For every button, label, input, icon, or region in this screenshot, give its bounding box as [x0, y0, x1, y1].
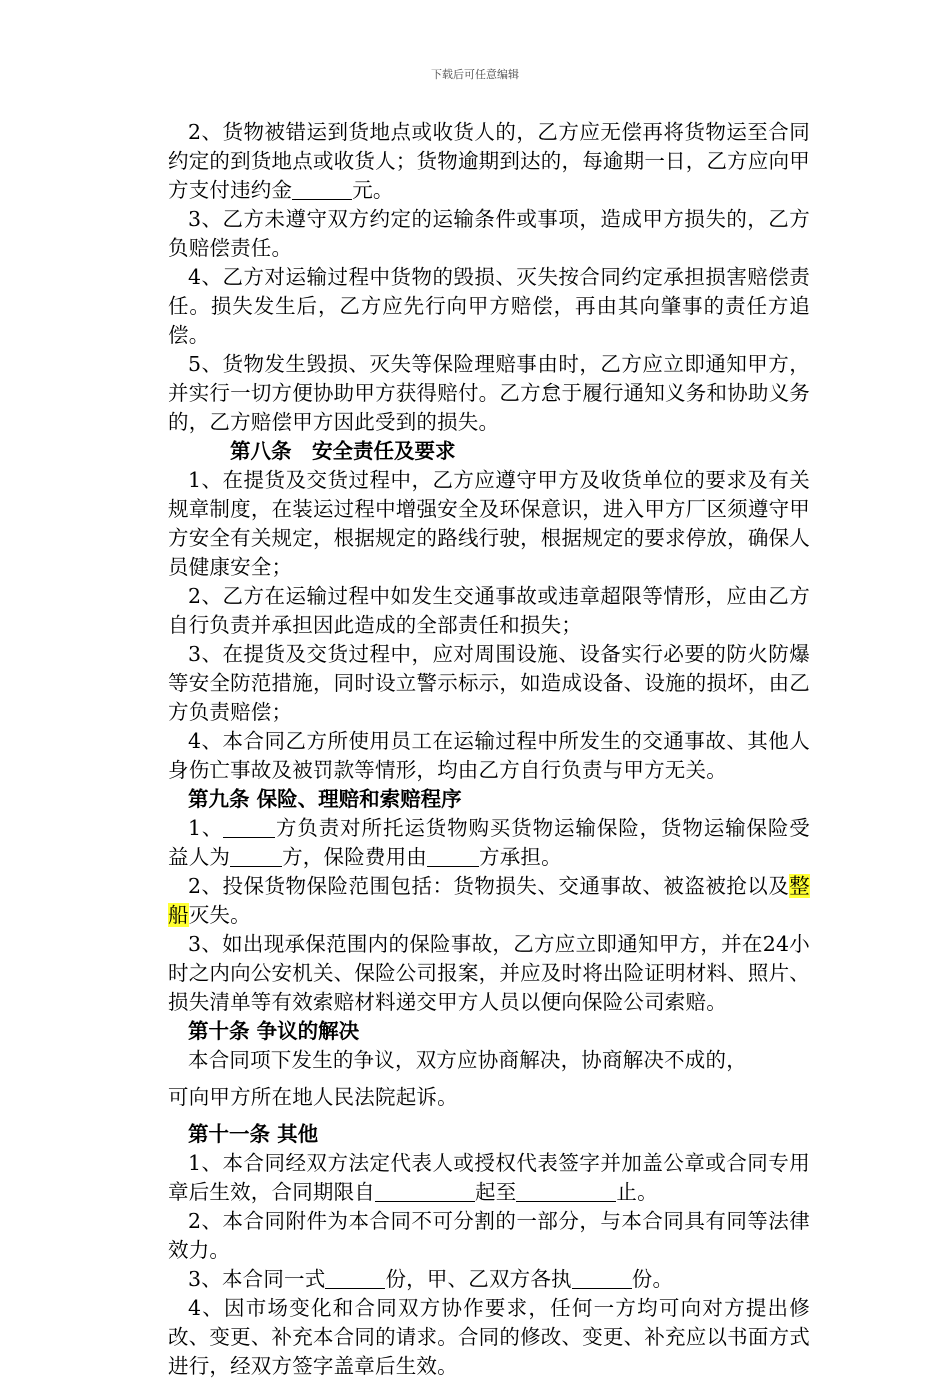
clause-7-item-4: 4、乙方对运输过程中货物的毁损、灭失按合同约定承担损害赔偿责任。损失发生后，乙方应先行向甲方赔偿，再由其向肇事的责任方追偿。	[168, 265, 810, 347]
clause-9-item-3: 3、如出现承保范围内的保险事故，乙方应立即通知甲方，并在24小时之内向公安机关、保险公司报案，并应及时将出险证明材料、照片、损失清单等有效索赔材料递交甲方人员以便向保险公司索赔。	[168, 932, 810, 1014]
clause-7-item-3: 3、乙方未遵守双方约定的运输条件或事项，造成甲方损失的，乙方负赔偿责任。	[168, 207, 810, 260]
copies-blank	[325, 1268, 385, 1289]
clause-8-item-2: 2、乙方在运输过程中如发生交通事故或违章超限等情形，应由乙方自行负责并承担因此造成的全部责任和损失；	[168, 584, 810, 637]
beneficiary-blank	[230, 846, 282, 867]
clause-11-item-2: 2、本合同附件为本合同不可分割的一部分，与本合同具有同等法律效力。	[168, 1209, 810, 1262]
clause-7-item-2: 2、货物被错运到货地点或收货人的，乙方应无偿再将货物运至合同约定的到货地点或收货人；货物逾期到达的，每逾期一日，乙方应向甲方支付违约金 元。	[168, 120, 810, 202]
insurer-blank	[223, 817, 275, 838]
premium-payer-blank	[427, 846, 479, 867]
clause-9-item-1: 1、 方负责对所托运货物购买货物运输保险，货物运输保险受益人为 方，保险费用由 方承担。	[168, 816, 810, 869]
document-body	[168, 118, 810, 1381]
clause-8-heading: 第八条 安全责任及要求	[230, 439, 456, 463]
each-party-copies-blank	[572, 1268, 632, 1289]
page-header: 下载后可任意编辑	[431, 68, 519, 81]
highlighted-text: 整船	[168, 874, 810, 927]
clause-11-item-4: 4、因市场变化和合同双方协作要求，任何一方均可向对方提出修改、变更、补充本合同的请求。合同的修改、变更、补充应以书面方式进行，经双方签字盖章后生效。	[168, 1296, 810, 1378]
clause-8-item-1: 1、在提货及交货过程中，乙方应遵守甲方及收货单位的要求及有关规章制度，在装运过程中增强安全及环保意识，进入甲方厂区须遵守甲方安全有关规定，根据规定的路线行驶，根据规定的要求停放，确保人员健康安全；	[168, 468, 810, 579]
clause-11-item-3: 3、本合同一式 份，甲、乙双方各执 份。	[188, 1267, 674, 1291]
start-date-blank	[375, 1181, 475, 1202]
clause-7-item-5: 5、货物发生毁损、灭失等保险理赔事由时，乙方应立即通知甲方，并实行一切方便协助甲方获得赔付。乙方怠于履行通知义务和协助义务的，乙方赔偿甲方因此受到的损失。	[168, 352, 810, 434]
clause-10-text-a: 本合同项下发生的争议，双方应协商解决，协商解决不成的，	[188, 1048, 747, 1072]
clause-9-heading: 第九条 保险、理赔和索赔程序	[188, 787, 462, 811]
penalty-blank	[292, 179, 352, 200]
clause-9-item-2: 2、投保货物保险范围包括：货物损失、交通事故、被盗被抢以及整船灭失。	[168, 874, 810, 927]
clause-11-heading: 第十一条 其他	[188, 1122, 319, 1146]
clause-11-item-1: 1、本合同经双方法定代表人或授权代表签字并加盖公章或合同专用章后生效，合同期限自 起至 止。	[168, 1151, 810, 1204]
clause-8-item-4: 4、本合同乙方所使用员工在运输过程中所发生的交通事故、其他人身伤亡事故及被罚款等情形，均由乙方自行负责与甲方无关。	[168, 729, 810, 782]
end-date-blank	[516, 1181, 616, 1202]
clause-8-item-3: 3、在提货及交货过程中，应对周围设施、设备实行必要的防火防爆等安全防范措施，同时设立警示标示，如造成设备、设施的损坏，由乙方负责赔偿；	[168, 642, 810, 724]
clause-10-heading: 第十条 争议的解决	[188, 1019, 360, 1043]
clause-10-text-b: 可向甲方所在地人民法院起诉。	[168, 1085, 458, 1109]
